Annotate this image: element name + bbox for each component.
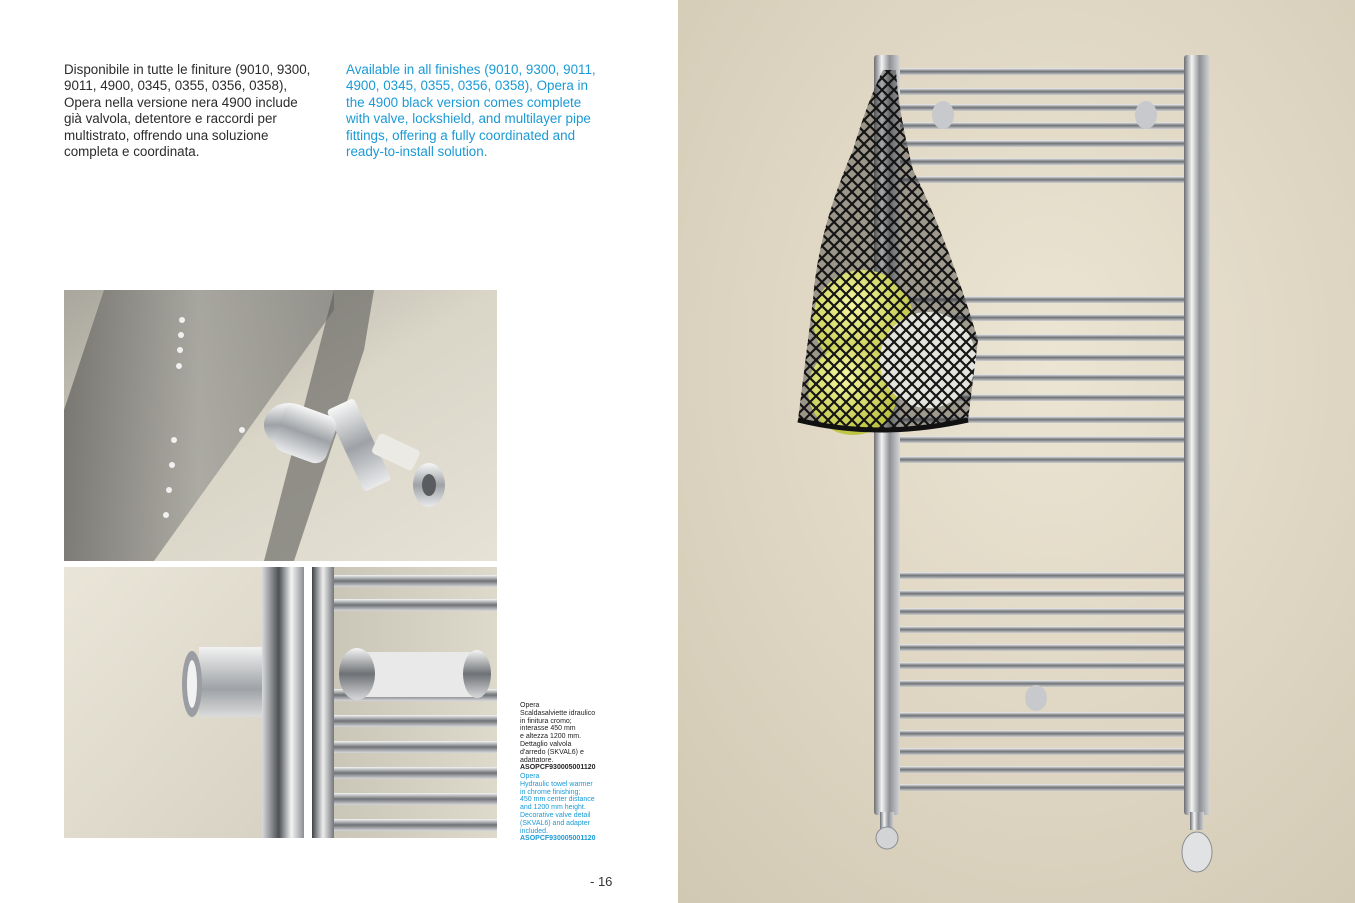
- caption-en-line: Hydraulic towel warmer: [520, 780, 593, 788]
- intro-text-italian: Disponibile in tutte le finiture (9010, 9300, 9011, 4900, 0345, 0355, 0356, 0358), Opera nella versione nera 4900 include già valvola, detentore e raccordi per multistrato, offrendo una soluzione completa e coordinata.: [64, 62, 311, 160]
- caption-english: [520, 773, 612, 843]
- towel-warmer-main-photo: [678, 0, 1355, 903]
- caption-it-line: d'arredo (SKVAL6) e: [520, 748, 584, 756]
- caption-en-line: and 1200 mm height.: [520, 804, 586, 812]
- rails-closeup-photo: [312, 567, 497, 838]
- caption-it-line: Dettaglio valvola: [520, 740, 572, 748]
- caption-en-product-code: ASOPCF930005001120: [520, 835, 596, 843]
- rail-detail-photo: [64, 567, 304, 838]
- caption-it-title: Opera: [520, 702, 540, 709]
- caption-it-line: e altezza 1200 mm.: [520, 733, 582, 741]
- caption-italian: [520, 702, 612, 772]
- caption-en-title: Opera: [520, 773, 540, 780]
- caption-it-line: adattatore.: [520, 756, 554, 764]
- caption-it-line: in finitura cromo;: [520, 717, 572, 725]
- caption-en-line: (SKVAL6) and adapter: [520, 819, 590, 827]
- page-number: - 16: [590, 874, 613, 889]
- valve-detail-photo: [64, 290, 497, 561]
- caption-it-line: interasse 450 mm: [520, 725, 576, 733]
- caption-it-product-code: ASOPCF930005001120: [520, 764, 596, 772]
- caption-en-line: Decorative valve detail: [520, 811, 591, 819]
- caption-it-line: Scaldasalviette idraulico: [520, 709, 596, 717]
- caption-en-line: included.: [520, 827, 549, 835]
- caption-en-line: in chrome finishing;: [520, 788, 581, 796]
- caption-en-line: 450 mm center distance: [520, 796, 595, 804]
- intro-text-english: Available in all finishes (9010, 9300, 9011, 4900, 0345, 0355, 0356, 0358), Opera in the 4900 black version comes complete with valve, lockshield, and multilayer pipe fittings, offering a fully coordinated and ready-to-install solution.: [346, 62, 596, 160]
